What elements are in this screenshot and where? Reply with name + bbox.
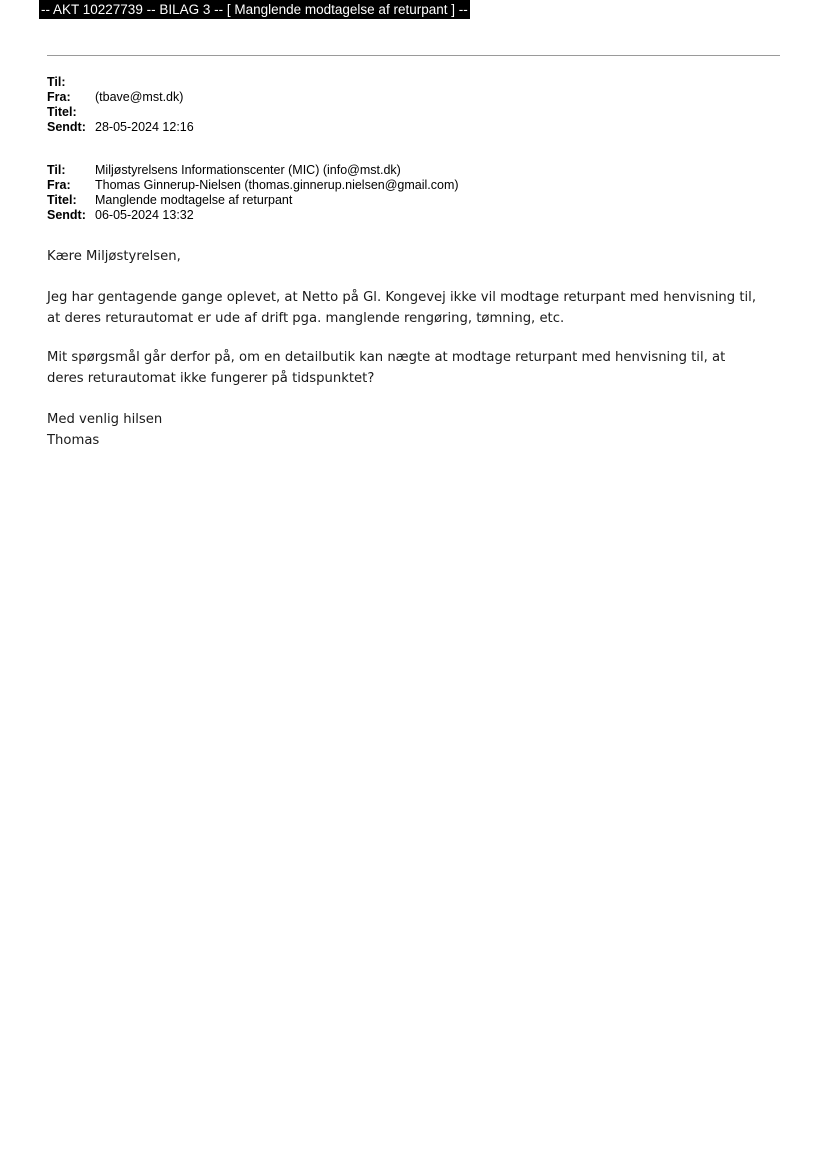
reply-sent-value: 28-05-2024 12:16 — [95, 120, 194, 134]
message-paragraph-1 — [47, 288, 787, 329]
from-label: Fra: — [47, 178, 71, 192]
header-divider — [47, 55, 780, 56]
paragraph-line: Mit spørgsmål går derfor på, om en detailbutik kan nægte at modtage returpant med henvisning til, at — [47, 350, 726, 365]
original-sent-row — [47, 208, 459, 223]
to-label: Til: — [47, 75, 66, 89]
from-label: Fra: — [47, 90, 71, 104]
reply-header — [47, 75, 194, 135]
original-to-value: Miljøstyrelsens Informationscenter (MIC) (info@mst.dk) — [95, 163, 401, 177]
original-subject-value: Manglende modtagelse af returpant — [95, 193, 293, 207]
reply-sent-row — [47, 120, 194, 135]
closing-line: Med venlig hilsen — [47, 412, 163, 427]
signature-line: Thomas — [47, 432, 100, 448]
original-from-value: Thomas Ginnerup-Nielsen (thomas.ginnerup.nielsen@gmail.com) — [95, 178, 459, 192]
reply-from-row — [47, 90, 194, 105]
paragraph-line: Jeg har gentagende gange oplevet, at Netto på Gl. Kongevej ikke vil modtage returpant med henvisning til, — [47, 290, 757, 305]
message-paragraph-2 — [47, 348, 787, 389]
subject-label: Titel: — [47, 105, 77, 119]
reply-subject-row — [47, 105, 194, 120]
sent-label: Sendt: — [47, 120, 86, 134]
paragraph-line: at deres returautomat er ude af drift pga. manglende rengøring, tømning, etc. — [47, 310, 565, 326]
original-header — [47, 163, 459, 223]
to-label: Til: — [47, 163, 66, 177]
original-subject-row — [47, 193, 459, 208]
message-greeting — [47, 247, 787, 268]
message-closing — [47, 410, 787, 451]
document-banner: -- AKT 10227739 -- BILAG 3 -- [ Manglende modtagelse af returpant ] -- — [41, 2, 468, 17]
subject-label: Titel: — [47, 193, 77, 207]
reply-from-value: (tbave@mst.dk) — [95, 90, 184, 104]
original-sent-value: 06-05-2024 13:32 — [95, 208, 194, 222]
original-from-row — [47, 178, 459, 193]
original-to-row — [47, 163, 459, 178]
greeting-line: Kære Miljøstyrelsen, — [47, 249, 181, 264]
paragraph-line: deres returautomat ikke fungerer på tidspunktet? — [47, 370, 375, 386]
sent-label: Sendt: — [47, 208, 86, 222]
reply-to-row — [47, 75, 194, 90]
